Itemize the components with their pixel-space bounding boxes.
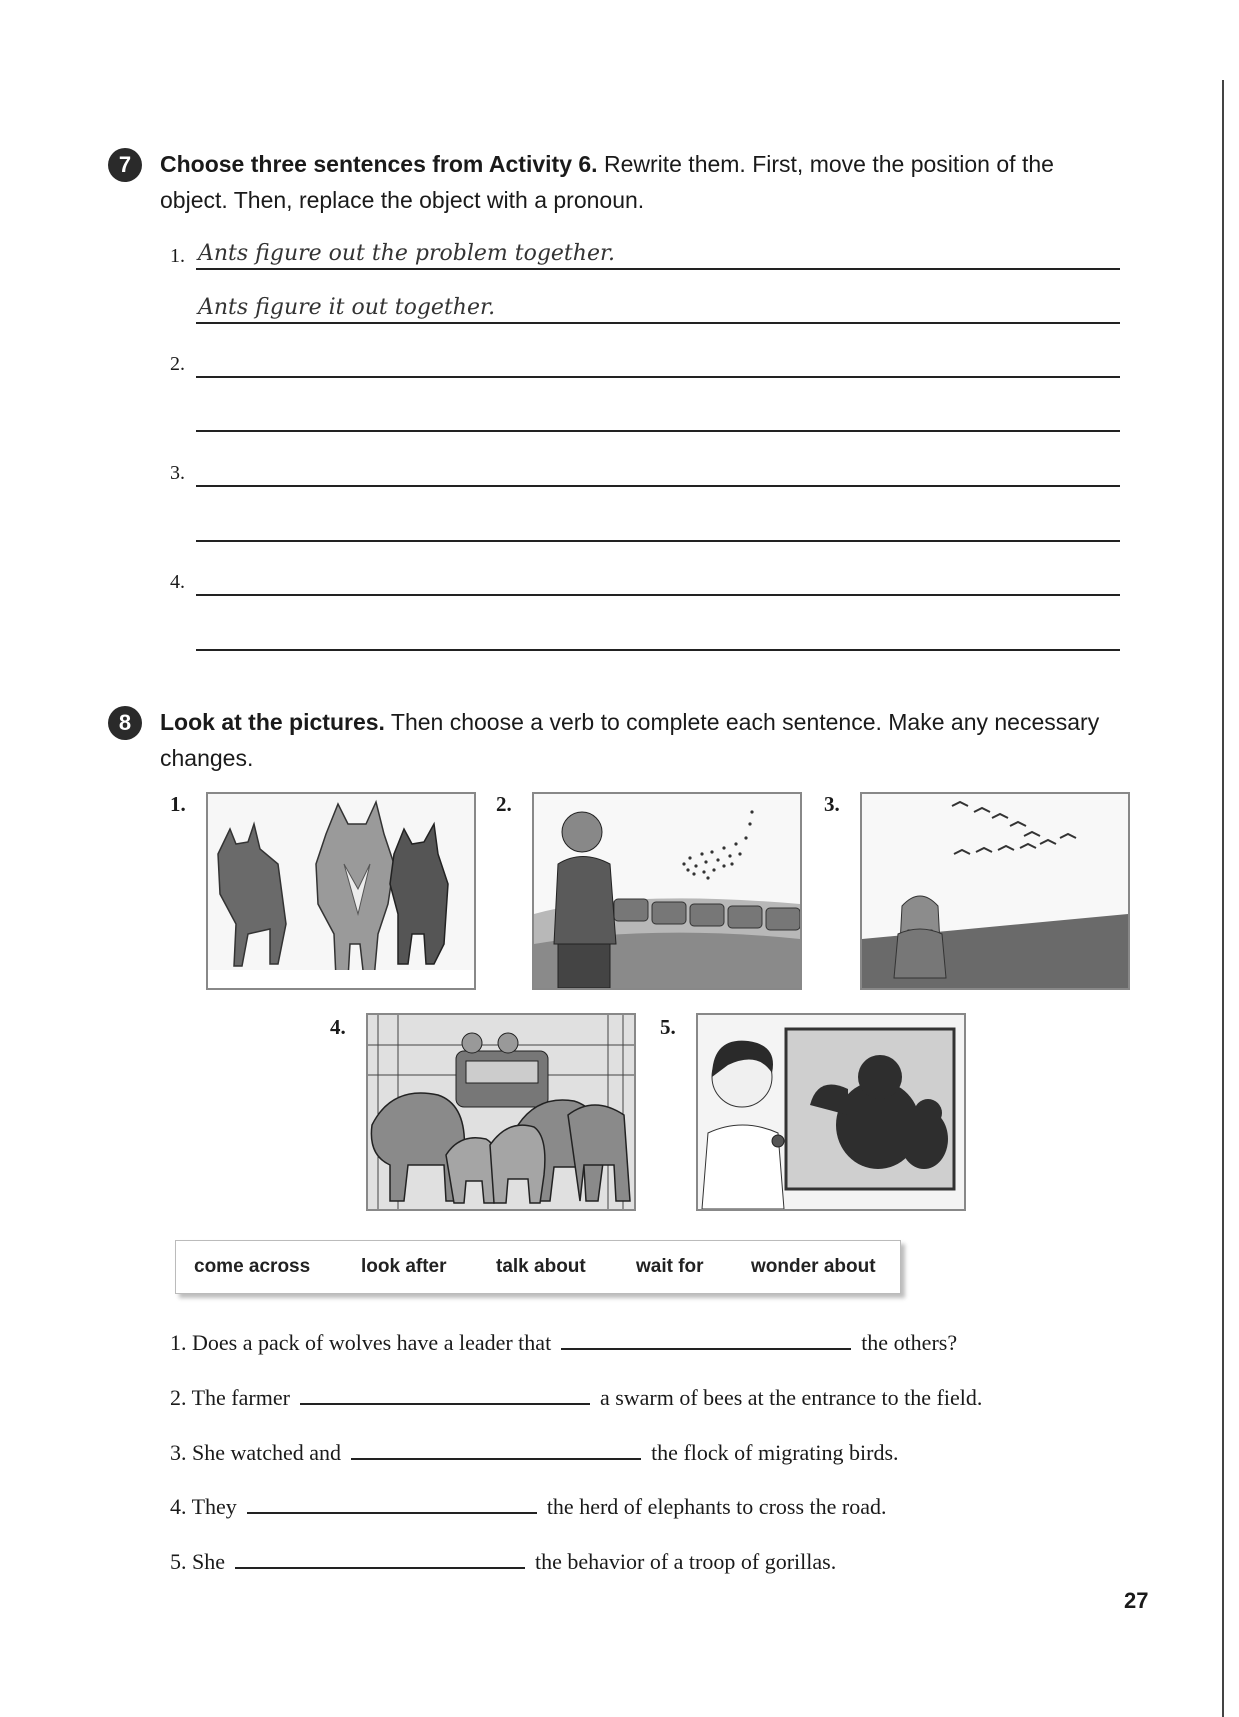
word-option-wait-for: wait for [636, 1256, 704, 1277]
word-option-wonder-about: wonder about [751, 1256, 876, 1277]
activity-8-number: 8 [118, 710, 132, 735]
fill-blank[interactable] [235, 1567, 525, 1569]
answer-underline [196, 485, 1120, 487]
activity-8-instruction [160, 704, 1120, 776]
picture-1-number: 1. [170, 792, 186, 816]
sentence-1 [170, 1330, 957, 1356]
word-option-talk-about: talk about [496, 1256, 586, 1277]
answer-underline [196, 322, 1120, 324]
fill-blank[interactable] [351, 1458, 641, 1460]
sentence-start: 1. Does a pack of wolves have a leader that [170, 1330, 552, 1355]
sentence-start: 3. She watched and [170, 1440, 342, 1465]
answer-underline [196, 649, 1120, 651]
fill-blank[interactable] [561, 1348, 851, 1350]
answer-number: 3. [170, 462, 185, 484]
answer-number: 4. [170, 571, 185, 593]
word-option-come-across: come across [194, 1256, 311, 1277]
picture-3-number: 3. [824, 792, 840, 816]
answer-underline [196, 594, 1120, 596]
sentence-end: the others? [861, 1330, 958, 1355]
activity-8-badge [108, 706, 142, 740]
sentence-3 [170, 1440, 899, 1466]
word-option-look-after: look after [361, 1256, 447, 1277]
sentence-end: the flock of migrating birds. [651, 1440, 899, 1465]
activity-7-instruction-bold: Choose three sentences from Activity 6. [160, 151, 598, 177]
answer-underline [196, 430, 1120, 432]
page-edge-rule [1222, 80, 1224, 1717]
picture-3-birds [860, 792, 1130, 990]
activity-7-badge [108, 148, 142, 182]
answer-2-line-2[interactable] [170, 392, 1120, 432]
handwritten-answer: Ants figure it out together. [198, 295, 496, 320]
picture-2-bees [532, 792, 802, 990]
page-number: 27 [1124, 1588, 1149, 1613]
sentence-end: the herd of elephants to cross the road. [546, 1494, 887, 1519]
answer-1-line-1[interactable] [170, 230, 1120, 270]
fill-blank[interactable] [300, 1403, 590, 1405]
answer-3-line-2[interactable] [170, 502, 1120, 542]
sentence-start: 5. She [170, 1549, 225, 1574]
answer-number: 2. [170, 353, 185, 375]
sentence-start: 4. They [170, 1494, 237, 1519]
bees-illustration [534, 794, 800, 988]
sentence-2 [170, 1385, 982, 1411]
activity-7-instruction [160, 146, 1120, 218]
picture-4-number: 4. [330, 1015, 346, 1039]
activity-7-number: 7 [118, 152, 132, 177]
picture-1-wolves [206, 792, 476, 990]
sentence-5 [170, 1549, 836, 1575]
answer-underline [196, 268, 1120, 270]
verb-word-box [175, 1240, 901, 1294]
answer-2-line-1[interactable] [170, 338, 1120, 378]
answer-number: 1. [170, 245, 185, 267]
sentence-start: 2. The farmer [170, 1385, 290, 1410]
answer-1-line-2[interactable] [170, 284, 1120, 324]
activity-7-instruction-text: Rewrite them. First, move the position of the object. Then, replace the object with a pronoun. [160, 151, 1054, 213]
answer-4-line-1[interactable] [170, 556, 1120, 596]
gorillas-illustration [698, 1015, 964, 1209]
answer-3-line-1[interactable] [170, 447, 1120, 487]
elephants-illustration [368, 1015, 634, 1209]
wolves-illustration [208, 794, 474, 988]
answer-4-line-2[interactable] [170, 611, 1120, 651]
activity-8-instruction-bold: Look at the pictures. [160, 709, 385, 735]
sentence-4 [170, 1494, 886, 1520]
picture-5-number: 5. [660, 1015, 676, 1039]
birds-illustration [862, 794, 1128, 988]
handwritten-answer: Ants figure out the problem together. [198, 241, 616, 266]
picture-5-gorillas [696, 1013, 966, 1211]
answer-underline [196, 540, 1120, 542]
activity-8-instruction-text: Then choose a verb to complete each sentence. Make any necessary changes. [160, 709, 1100, 771]
answer-underline [196, 376, 1120, 378]
fill-blank[interactable] [247, 1512, 537, 1514]
sentence-end: the behavior of a troop of gorillas. [535, 1549, 837, 1574]
picture-4-elephants [366, 1013, 636, 1211]
sentence-end: a swarm of bees at the entrance to the field. [599, 1385, 983, 1410]
picture-2-number: 2. [496, 792, 512, 816]
